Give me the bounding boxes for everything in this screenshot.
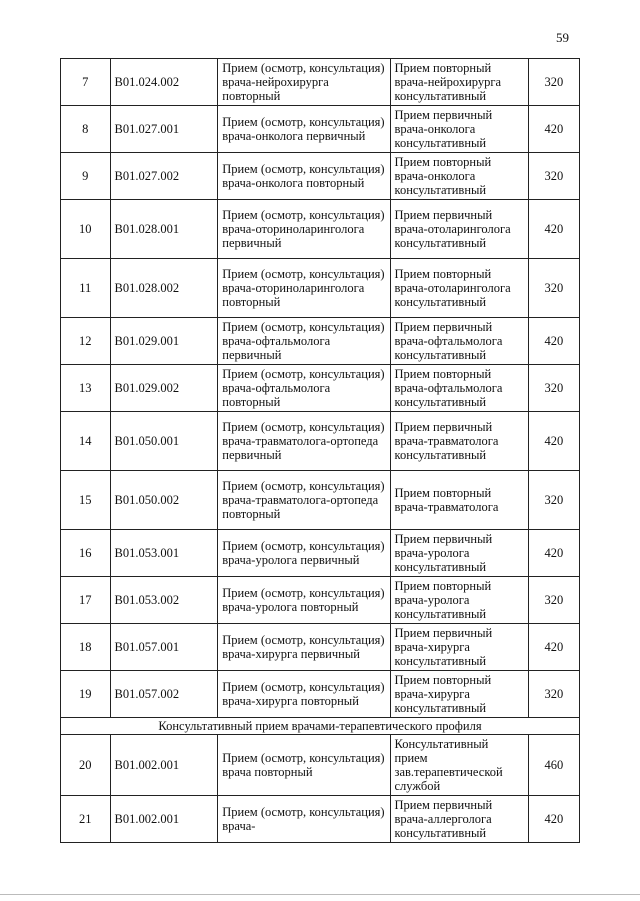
service-code: B01.053.002 bbox=[110, 577, 218, 624]
service-code: B01.050.002 bbox=[110, 471, 218, 530]
service-name: Прием (осмотр, консультация) врача-онколога повторный bbox=[218, 153, 390, 200]
service-name: Прием (осмотр, консультация) врача-хирурга повторный bbox=[218, 671, 390, 718]
page-bottom-line bbox=[0, 894, 640, 895]
row-number: 12 bbox=[61, 318, 111, 365]
service-description: Прием первичный врача-травматолога консультативный bbox=[390, 412, 528, 471]
service-price: 320 bbox=[528, 259, 579, 318]
table-row bbox=[61, 318, 580, 365]
service-description: Прием первичный врача-уролога консультативный bbox=[390, 530, 528, 577]
service-name: Прием (осмотр, консультация) врача- bbox=[218, 796, 390, 843]
table-row bbox=[61, 59, 580, 106]
service-description: Прием повторный врача-хирурга консультативный bbox=[390, 671, 528, 718]
service-description: Прием повторный врача-онколога консультативный bbox=[390, 153, 528, 200]
service-price: 320 bbox=[528, 59, 579, 106]
service-description: Прием повторный врача-офтальмолога консультативный bbox=[390, 365, 528, 412]
row-number: 9 bbox=[61, 153, 111, 200]
service-name: Прием (осмотр, консультация) врача-офтальмолога первичный bbox=[218, 318, 390, 365]
service-name: Прием (осмотр, консультация) врача-уролога повторный bbox=[218, 577, 390, 624]
table-row bbox=[61, 200, 580, 259]
table-row bbox=[61, 471, 580, 530]
service-code: B01.057.002 bbox=[110, 671, 218, 718]
service-price: 320 bbox=[528, 153, 579, 200]
service-description: Прием повторный врача-травматолога bbox=[390, 471, 528, 530]
service-code: B01.027.002 bbox=[110, 153, 218, 200]
service-name: Прием (осмотр, консультация) врача-травматолога-ортопеда первичный bbox=[218, 412, 390, 471]
row-number: 19 bbox=[61, 671, 111, 718]
service-name: Прием (осмотр, консультация) врача-травматолога-ортопеда повторный bbox=[218, 471, 390, 530]
service-price: 420 bbox=[528, 412, 579, 471]
service-name: Прием (осмотр, консультация) врача-хирурга первичный bbox=[218, 624, 390, 671]
table-body-bottom bbox=[61, 735, 580, 843]
service-description: Прием повторный врача-уролога консультативный bbox=[390, 577, 528, 624]
row-number: 11 bbox=[61, 259, 111, 318]
service-price: 320 bbox=[528, 671, 579, 718]
row-number: 7 bbox=[61, 59, 111, 106]
row-number: 15 bbox=[61, 471, 111, 530]
row-number: 8 bbox=[61, 106, 111, 153]
service-price: 460 bbox=[528, 735, 579, 796]
service-description: Прием первичный врача-офтальмолога консультативный bbox=[390, 318, 528, 365]
table-row bbox=[61, 106, 580, 153]
table-row bbox=[61, 365, 580, 412]
service-name: Прием (осмотр, консультация) врача-нейрохирурга повторный bbox=[218, 59, 390, 106]
service-price: 420 bbox=[528, 106, 579, 153]
service-code: B01.027.001 bbox=[110, 106, 218, 153]
page-number: 59 bbox=[556, 30, 569, 45]
service-code: B01.024.002 bbox=[110, 59, 218, 106]
service-name: Прием (осмотр, консультация) врача повторный bbox=[218, 735, 390, 796]
service-price: 420 bbox=[528, 200, 579, 259]
table-row bbox=[61, 735, 580, 796]
service-price: 420 bbox=[528, 318, 579, 365]
table-row bbox=[61, 530, 580, 577]
table-row bbox=[61, 796, 580, 843]
row-number: 14 bbox=[61, 412, 111, 471]
table-row bbox=[61, 671, 580, 718]
table-row bbox=[61, 412, 580, 471]
table-row bbox=[61, 624, 580, 671]
service-description: Прием первичный врача-аллерголога консультативный bbox=[390, 796, 528, 843]
service-price: 320 bbox=[528, 577, 579, 624]
service-code: B01.057.001 bbox=[110, 624, 218, 671]
table-row bbox=[61, 259, 580, 318]
service-price: 320 bbox=[528, 471, 579, 530]
row-number: 13 bbox=[61, 365, 111, 412]
section-header bbox=[61, 718, 580, 735]
table-row bbox=[61, 153, 580, 200]
service-code: B01.029.002 bbox=[110, 365, 218, 412]
row-number: 21 bbox=[61, 796, 111, 843]
service-description: Прием первичный врача-отоларинголога консультативный bbox=[390, 200, 528, 259]
service-code: B01.050.001 bbox=[110, 412, 218, 471]
row-number: 17 bbox=[61, 577, 111, 624]
service-name: Прием (осмотр, консультация) врача-офтальмолога повторный bbox=[218, 365, 390, 412]
service-description: Прием повторный врача-отоларинголога консультативный bbox=[390, 259, 528, 318]
service-code: B01.002.001 bbox=[110, 796, 218, 843]
service-description: Прием первичный врача-онколога консультативный bbox=[390, 106, 528, 153]
service-price: 420 bbox=[528, 624, 579, 671]
service-price: 320 bbox=[528, 365, 579, 412]
table-row bbox=[61, 577, 580, 624]
service-description: Консультативный прием зав.терапевтической службой bbox=[390, 735, 528, 796]
service-name: Прием (осмотр, консультация) врача-уролога первичный bbox=[218, 530, 390, 577]
service-name: Прием (осмотр, консультация) врача-онколога первичный bbox=[218, 106, 390, 153]
row-number: 18 bbox=[61, 624, 111, 671]
service-code: B01.029.001 bbox=[110, 318, 218, 365]
row-number: 10 bbox=[61, 200, 111, 259]
service-description: Прием первичный врача-хирурга консультативный bbox=[390, 624, 528, 671]
service-name: Прием (осмотр, консультация) врача-оториноларинголога первичный bbox=[218, 200, 390, 259]
row-number: 16 bbox=[61, 530, 111, 577]
row-number: 20 bbox=[61, 735, 111, 796]
section-title: Консультативный прием врачами-терапевтического профиля bbox=[61, 718, 580, 735]
table-body-top bbox=[61, 59, 580, 718]
service-code: B01.002.001 bbox=[110, 735, 218, 796]
service-price: 420 bbox=[528, 530, 579, 577]
service-price: 420 bbox=[528, 796, 579, 843]
service-name: Прием (осмотр, консультация) врача-оториноларинголога повторный bbox=[218, 259, 390, 318]
section-row bbox=[61, 718, 580, 735]
price-table bbox=[60, 58, 580, 843]
service-code: B01.028.001 bbox=[110, 200, 218, 259]
service-description: Прием повторный врача-нейрохирурга консультативный bbox=[390, 59, 528, 106]
service-code: B01.053.001 bbox=[110, 530, 218, 577]
service-code: B01.028.002 bbox=[110, 259, 218, 318]
